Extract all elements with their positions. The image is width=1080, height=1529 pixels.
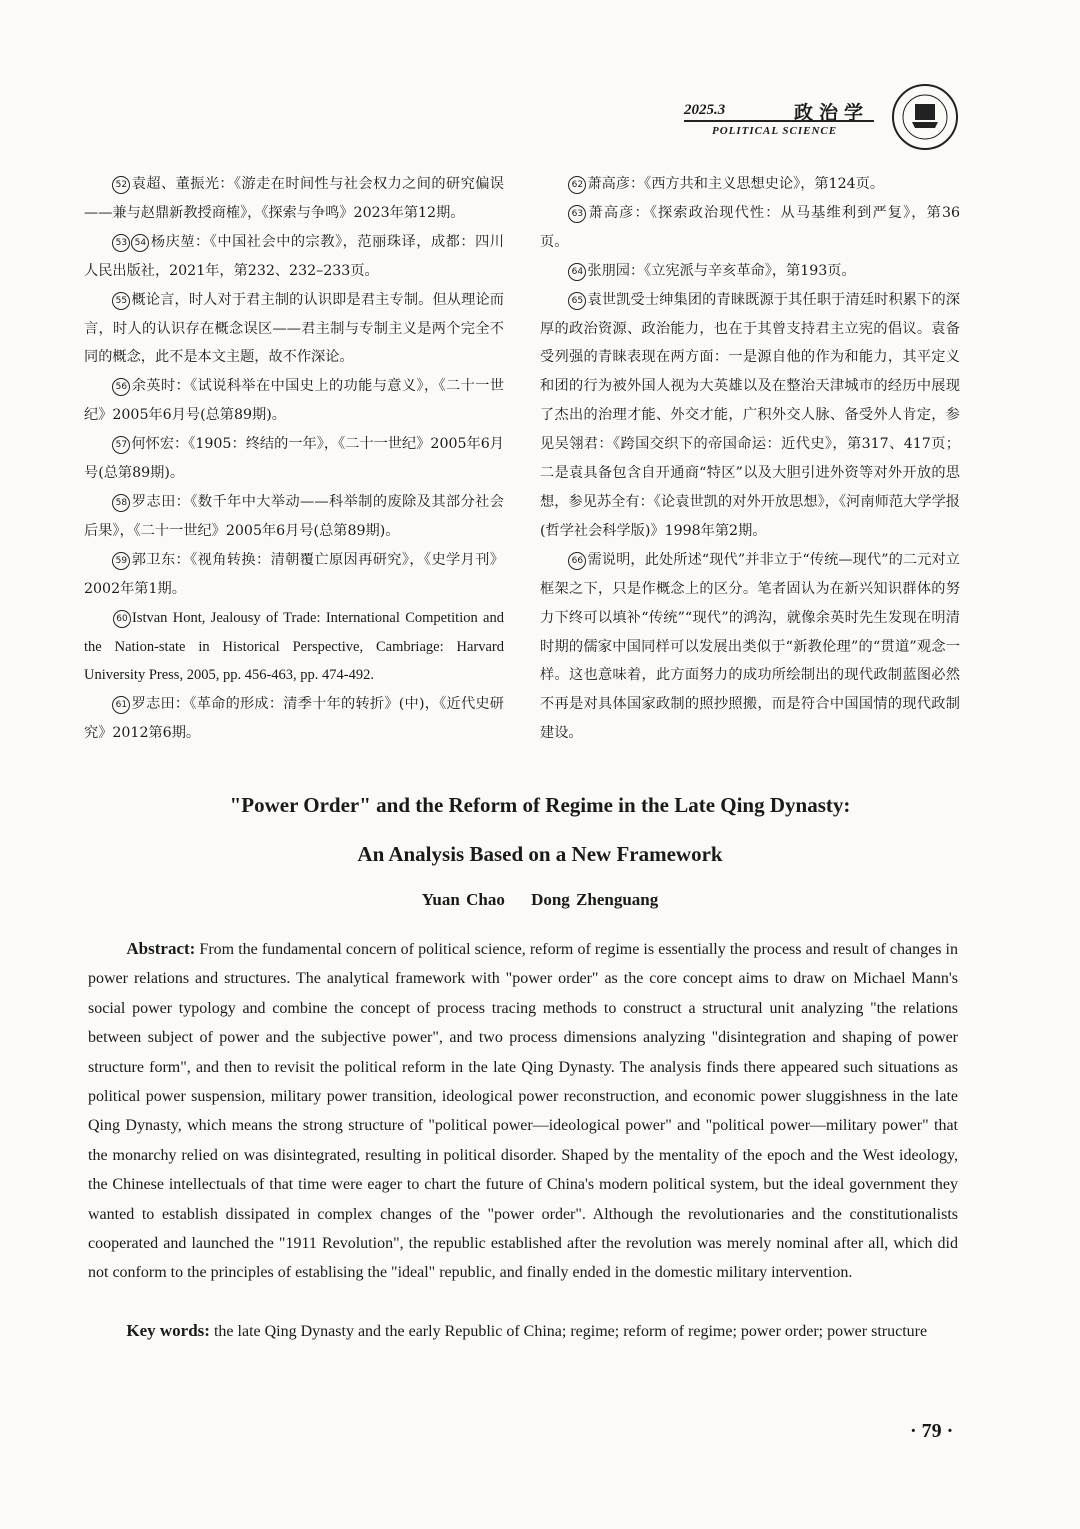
english-title-line1: "Power Order" and the Reform of Regime in the Late Qing Dynasty: bbox=[229, 793, 851, 817]
footnote-marker: 65 bbox=[568, 292, 586, 310]
seal-icon bbox=[890, 82, 960, 152]
keywords-label: Key words: bbox=[126, 1321, 210, 1340]
footnote bbox=[540, 546, 960, 748]
footnote-marker: 58 bbox=[112, 494, 130, 512]
keywords bbox=[88, 1316, 958, 1346]
footnote bbox=[84, 690, 504, 748]
footnote-marker: 63 bbox=[568, 205, 586, 223]
footnote-marker: 59 bbox=[112, 552, 130, 570]
footnote-marker: 56 bbox=[112, 378, 130, 396]
authors bbox=[0, 890, 1080, 910]
abstract bbox=[88, 934, 958, 1288]
footnote bbox=[84, 604, 504, 691]
journal-title-cn: 政治学 bbox=[794, 102, 870, 124]
footnote bbox=[84, 546, 504, 604]
footnote bbox=[84, 488, 504, 546]
footnotes-left-column bbox=[84, 170, 504, 748]
header-rule bbox=[684, 120, 874, 122]
footnote bbox=[84, 430, 504, 488]
issue-number: 2025.3 bbox=[684, 102, 726, 118]
footnote bbox=[84, 286, 504, 373]
abstract-label: Abstract: bbox=[126, 939, 196, 958]
footnote-text: 需说明，此处所述“现代”并非立于“传统—现代”的二元对立框架之下，只是作概念上的区分。笔者固认为在新兴知识群体的努力下终可以填补“传统”“现代”的鸿沟，就像余英时先生发现在明清时期的儒家中国同样可以发展出类似于“新教伦理”的“贯道”观念一样。这也意味着，此方面努力的成功所绘制出的现代政制蓝图必然不再是对具体国家政制的照抄照搬，而是符合中国国情的现代政制建设。 bbox=[540, 551, 960, 742]
footnote-text: 罗志田：《革命的形成：清季十年的转折》(中)，《近代史研究》2012第6期。 bbox=[84, 696, 504, 742]
english-title-line2: An Analysis Based on a New Framework bbox=[357, 842, 723, 866]
footnote-text: 何怀宏：《1905：终结的一年》，《二十一世纪》2005年6月号(总第89期)。 bbox=[84, 436, 504, 482]
footnote-marker: 53 bbox=[112, 234, 130, 252]
page-number: · 79 · bbox=[910, 1420, 954, 1442]
author-name: Dong Zhenguang bbox=[531, 890, 659, 909]
footnote-marker: 66 bbox=[568, 552, 586, 570]
footnote-marker: 57 bbox=[112, 436, 130, 454]
footnote-text: 余英时：《试说科举在中国史上的功能与意义》，《二十一世纪》2005年6月号(总第89期)。 bbox=[84, 378, 504, 424]
footnote-text: 张朋园：《立宪派与辛亥革命》，第193页。 bbox=[587, 262, 856, 279]
footnote-marker: 52 bbox=[112, 176, 130, 194]
footnote-text: Istvan Hont, Jealousy of Trade: International Competition and the Nation-state in Historical Perspective, Cambriage: Harvard University Press, 2005, pp. 456-463, pp. 474-492. bbox=[84, 609, 504, 684]
footnotes-right-column bbox=[540, 170, 960, 748]
footnote bbox=[540, 199, 960, 257]
footnote bbox=[84, 228, 504, 286]
footnote bbox=[84, 170, 504, 228]
footnote-text: 郭卫东：《视角转换：清朝覆亡原因再研究》，《史学月刊》2002年第1期。 bbox=[84, 551, 504, 597]
footnote-marker: 55 bbox=[112, 292, 130, 310]
footnote-text: 杨庆堃：《中国社会中的宗教》，范丽珠译，成都：四川人民出版社，2021年，第232、232–233页。 bbox=[84, 233, 504, 279]
footnote bbox=[540, 257, 960, 286]
footnote-marker: 61 bbox=[112, 696, 130, 714]
footnote-text: 萧高彦：《探索政治现代性：从马基维利到严复》，第36页。 bbox=[540, 204, 960, 250]
footnote-text: 概论言，时人对于君主制的认识即是君主专制。但从理论而言，时人的认识存在概念误区——君主制与专制主义是两个完全不同的概念，此不是本文主题，故不作深论。 bbox=[84, 291, 504, 366]
footnote bbox=[540, 286, 960, 546]
footnote-text: 袁世凯受士绅集团的青睐既源于其任职于清廷时积累下的深厚的政治资源、政治能力，也在于其曾支持君主立宪的倡议。袁备受列强的青睐表现在两方面：一是源自他的作为和能力，其平定义和团的行为被外国人视为大英雄以及在整治天津城市的经历中展现了杰出的治理才能、外交才能，广积外交人脉、备受外人肯定，参见吴翎君：《跨国交织下的帝国命运：近代史》，第317、417页；二是袁具备包含自开通商“特区”以及大胆引进外资等对外开放的思想，参见苏全有：《论袁世凯的对外开放思想》，《河南师范大学学报(哲学社会科学版)》1998年第2期。 bbox=[540, 291, 960, 539]
footnote-marker: 62 bbox=[568, 176, 586, 194]
footnote bbox=[84, 372, 504, 430]
author-name: Yuan Chao bbox=[421, 890, 505, 909]
footnote-marker: 54 bbox=[131, 234, 149, 252]
footnote-text: 罗志田：《数千年中大举动——科举制的废除及其部分社会后果》，《二十一世纪》2005年6月号(总第89期)。 bbox=[84, 493, 504, 539]
footnote-text: 萧高彦：《西方共和主义思想史论》，第124页。 bbox=[587, 176, 885, 192]
footnote bbox=[540, 170, 960, 199]
journal-title-en: POLITICAL SCIENCE bbox=[712, 125, 838, 137]
footnote-marker: 64 bbox=[568, 263, 586, 281]
abstract-text: From the fundamental concern of political science, reform of regime is essentially the process and result of changes in power relations and structures. The analytical framework with "power order" as the core concept aims to draw on Michael Mann's social power typology and combine the concept of process tracing methods to construct a structural unit analyzing "the relations between subject of power and the subjective power", and two process dimensions analyzing "disintegration and shaping of power structure form", and then to revisit the political reform in the late Qing Dynasty. The analysis finds there appeared such situations as political power suspension, military power transition, ideological power reconstruction, and economic power sluggishness in the late Qing Dynasty, which means the strong structure of "political power—ideological power" and "political power—military power" that the monarchy relied on was disintegrated, resulting in political disorder. Shaped by the mentality of the epoch and the West ideology, the Chinese intellectuals of that time were eager to chart the future of China's modern political system, but the ideal government they wanted to establish dissipated in complex changes of the "power order". Although the revolutionaries and the constitutionalists cooperated and launched the "1911 Revolution", the republic established after the revolution was merely nominal after all, which did not conform to the principles of establising the "ideal" republic, and finally ended in the domestic military intervention. bbox=[88, 941, 958, 1282]
footnote-text: 袁超、董振光：《游走在时间性与社会权力之间的研究偏误——兼与赵鼎新教授商榷》，《探索与争鸣》2023年第12期。 bbox=[84, 176, 504, 221]
footnote-marker: 60 bbox=[113, 610, 131, 628]
keywords-text: the late Qing Dynasty and the early Republic of China; regime; reform of regime; power order; power structure bbox=[213, 1323, 928, 1340]
